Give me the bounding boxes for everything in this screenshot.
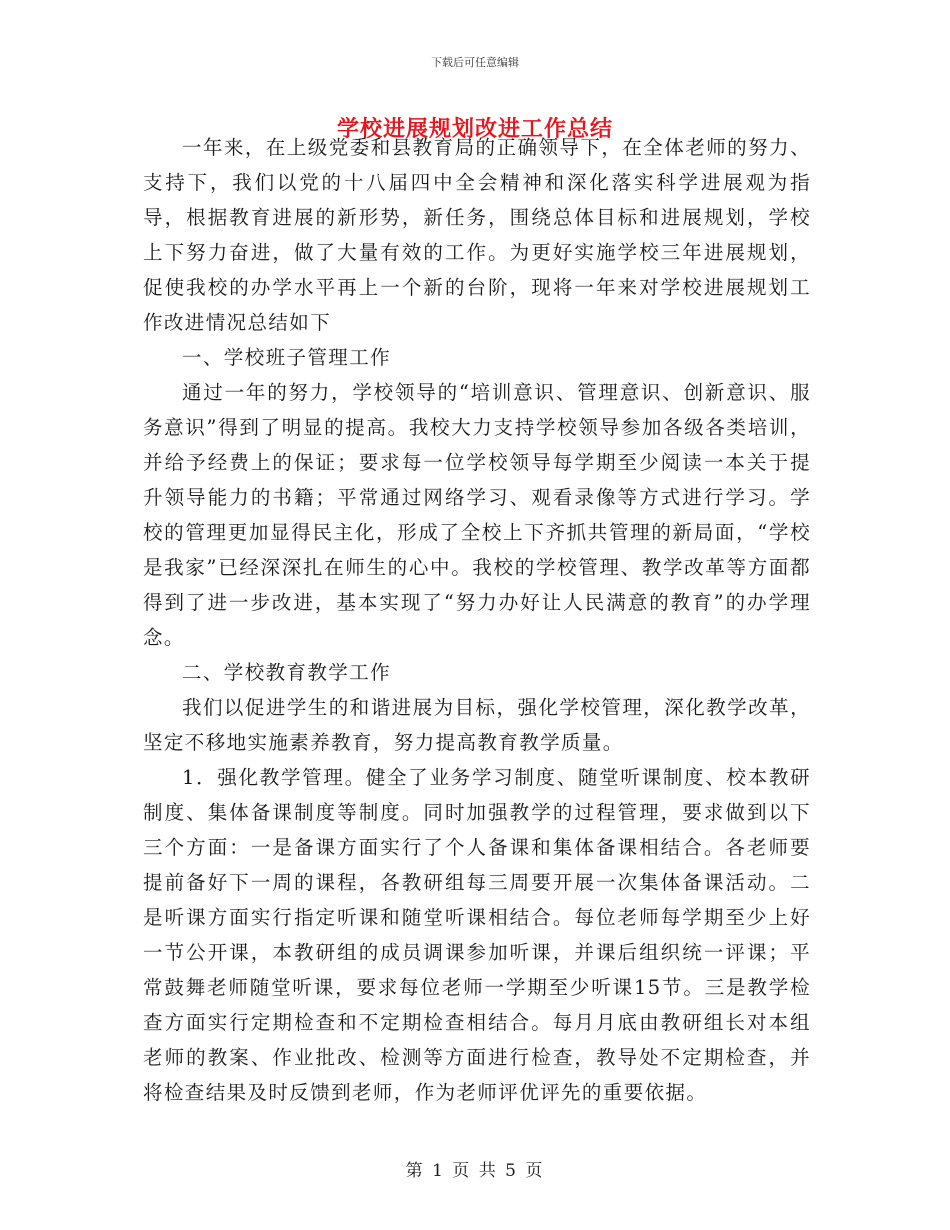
- page-number-footer: 第 1 页 共 5 页: [405, 1161, 545, 1181]
- teaching-management-paragraph: 1．强化教学管理。健全了业务学习制度、随堂听课制度、校本教研制度、集体备课制度等制度。同时加强教学的过程管理，要求做到以下三个方面：一是备课方面实行了个人备课和集体备课相结合。各老师要提前备好下一周的课程，各教研组每三周要开展一次集体备课活动。二是听课方面实行指定听课和随堂听课相结合。每位老师每学期至少上好一节公开课，本教研组的成员调课参加听课，并课后组织统一评课；平常鼓舞老师随堂听课，要求每位老师一学期至少听课15节。三是教学检查方面实行定期检查和不定期检查相结合。每月月底由教研组长对本组老师的教案、作业批改、检测等方面进行检查，教导处不定期检查，并将检查结果及时反馈到老师，作为老师评优评先的重要依据。: [143, 766, 811, 1104]
- document-title: 学校进展规划改进工作总结: [336, 116, 613, 142]
- header-note: 下载后可任意编辑: [431, 56, 519, 69]
- section-heading-teaching: 二、学校教育教学工作: [182, 661, 392, 684]
- section-heading-leadership: 一、学校班子管理工作: [182, 346, 392, 369]
- leadership-paragraph: 通过一年的努力，学校领导的“培训意识、管理意识、创新意识、服务意识”得到了明显的提高。我校大力支持学校领导参加各级各类培训，并给予经费上的保证；要求每一位学校领导每学期至少阅读一本关于提升领导能力的书籍；平常通过网络学习、观看录像等方式进行学习。学校的管理更加显得民主化，形成了全校上下齐抓共管理的新局面，“学校是我家”已经深深扎在师生的心中。我校的学校管理、教学改革等方面都得到了进一步改进，基本实现了“努力办好让人民满意的教育”的办学理念。: [143, 381, 811, 649]
- document-body: [143, 130, 811, 1110]
- teaching-intro-paragraph: 我们以促进学生的和谐进展为目标，强化学校管理，深化教学改革，坚定不移地实施素养教育，努力提高教育教学质量。: [143, 696, 811, 754]
- intro-paragraph: 一年来，在上级党委和县教育局的正确领导下，在全体老师的努力、支持下，我们以党的十八届四中全会精神和深化落实科学进展观为指导，根据教育进展的新形势，新任务，围绕总体目标和进展规划，学校上下努力奋进，做了大量有效的工作。为更好实施学校三年进展规划，促使我校的办学水平再上一个新的台阶，现将一年来对学校进展规划工作改进情况总结如下: [143, 136, 811, 334]
